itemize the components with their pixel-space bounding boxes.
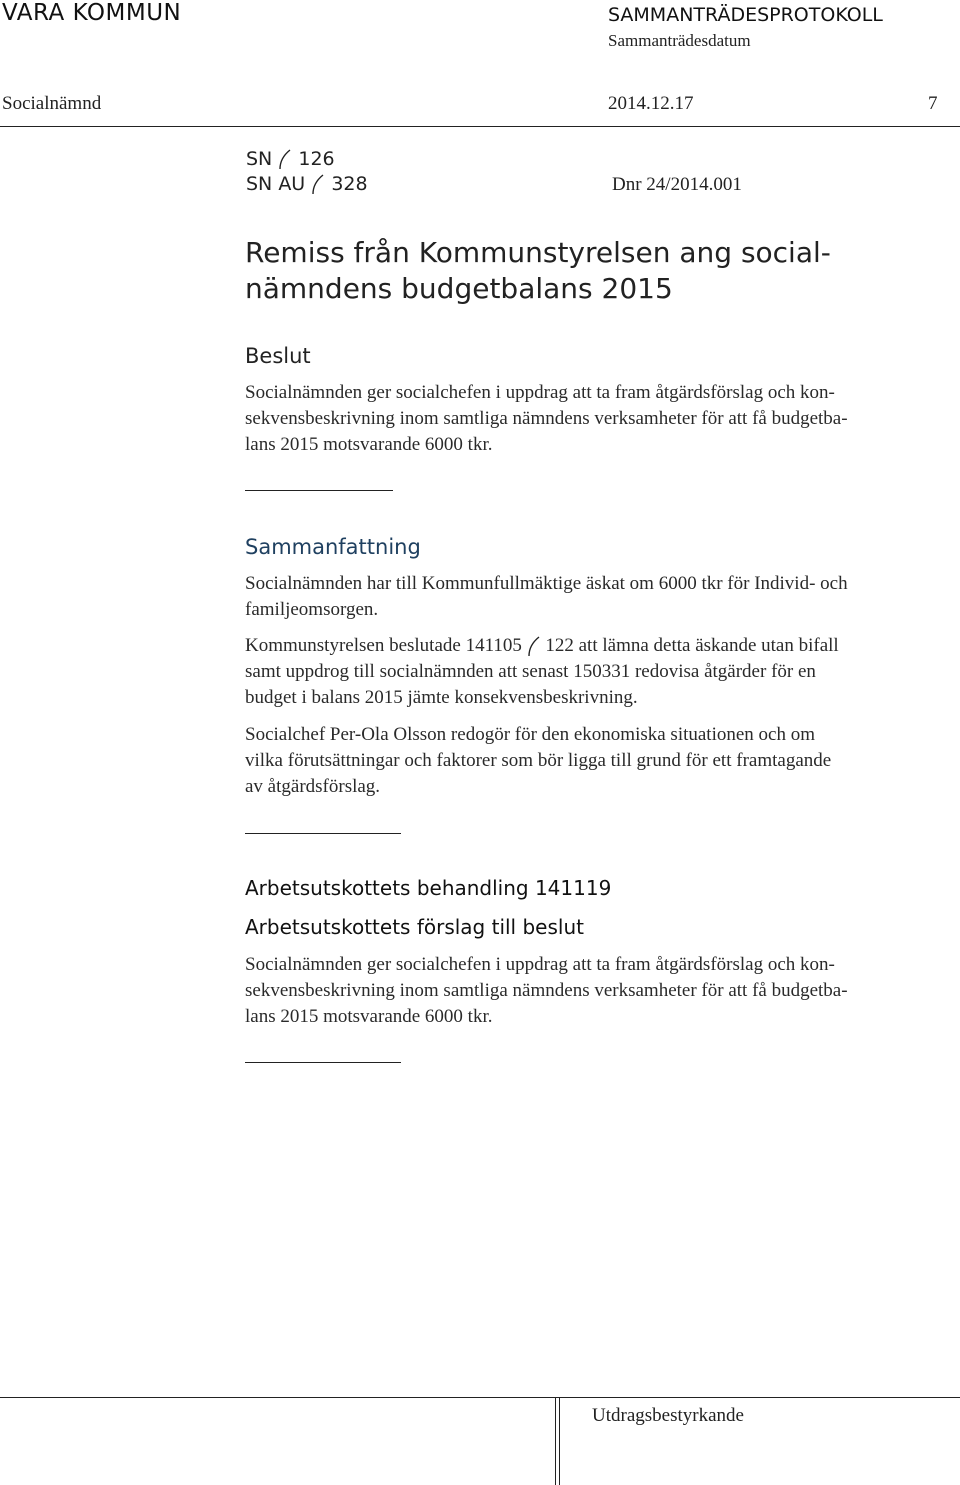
doc-type: SAMMANTRÄDESPROTOKOLL [608, 4, 883, 26]
extract-certification-label: Utdragsbestyrkande [592, 1405, 744, 1426]
section-divider [245, 490, 393, 491]
summary-p3-line1: Socialchef Per-Ola Olsson redogör för den ekonomiska situationen och om [245, 724, 816, 745]
au-proposal-line1: Socialnämnden ger socialchefen i uppdrag att ta fram åtgärdsförslag och kon- [245, 954, 835, 975]
summary-p3-line2: vilka förutsättningar och faktorer som bör ligga till grund för ett framtagande [245, 750, 832, 771]
section-sign-icon [311, 174, 325, 196]
section-divider [245, 833, 401, 834]
signature-divider-left [555, 1397, 556, 1485]
beslut-heading: Beslut [245, 344, 311, 368]
page-title-line2: nämndens budgetbalans 2015 [245, 272, 673, 305]
au-prefix: SN AU [246, 173, 306, 195]
summary-p2-line1-b: 122 att lämna detta äskande utan bifall [545, 635, 839, 656]
summary-p2-line2: samt uppdrog till socialnämnden att senast 150331 redovisa åtgärder för en [245, 661, 816, 682]
meeting-date-label: Sammanträdesdatum [608, 31, 751, 50]
meeting-date: 2014.12.17 [608, 93, 694, 114]
diary-number: Dnr 24/2014.001 [612, 174, 742, 195]
au-reference [246, 173, 368, 196]
au-proposal-line3: lans 2015 motsvarande 6000 tkr. [245, 1006, 493, 1027]
signature-divider-right [559, 1397, 560, 1485]
summary-p2-line1-a: Kommunstyrelsen beslutade 141105 [245, 635, 522, 656]
summary-p1-line1: Socialnämnden har till Kommunfullmäktige äskat om 6000 tkr för Individ- och [245, 573, 848, 594]
sammanfattning-heading: Sammanfattning [245, 535, 421, 559]
page-number: 7 [928, 93, 938, 114]
summary-p1-line2: familjeomsorgen. [245, 599, 379, 620]
au-number: 328 [331, 173, 368, 195]
beslut-line2: sekvensbeskrivning inom samtliga nämndens verksamheter för att få budgetba- [245, 408, 848, 429]
page-title-line1: Remiss från Kommunstyrelsen ang social- [245, 236, 831, 269]
section-sign-icon [278, 149, 292, 171]
summary-p2-line1 [245, 633, 839, 659]
beslut-line1: Socialnämnden ger socialchefen i uppdrag att ta fram åtgärdsförslag och kon- [245, 382, 835, 403]
org-name: VARA KOMMUN [2, 0, 182, 26]
summary-p3-line3: av åtgärdsförslag. [245, 776, 381, 797]
au-proposal-heading: Arbetsutskottets förslag till beslut [245, 915, 584, 939]
footer-top-rule [0, 1397, 960, 1398]
section-divider [245, 1062, 401, 1063]
beslut-line3: lans 2015 motsvarande 6000 tkr. [245, 434, 493, 455]
sn-number: 126 [298, 148, 335, 170]
section-sign-icon [527, 636, 541, 658]
sn-reference [246, 148, 335, 171]
committee-name: Socialnämnd [2, 93, 102, 114]
summary-p2-line3: budget i balans 2015 jämte konsekvensbeskrivning. [245, 687, 638, 708]
header-divider [0, 126, 960, 127]
au-proposal-line2: sekvensbeskrivning inom samtliga nämndens verksamheter för att få budgetba- [245, 980, 848, 1001]
au-handling-heading: Arbetsutskottets behandling 141119 [245, 876, 612, 900]
sn-prefix: SN [246, 148, 273, 170]
